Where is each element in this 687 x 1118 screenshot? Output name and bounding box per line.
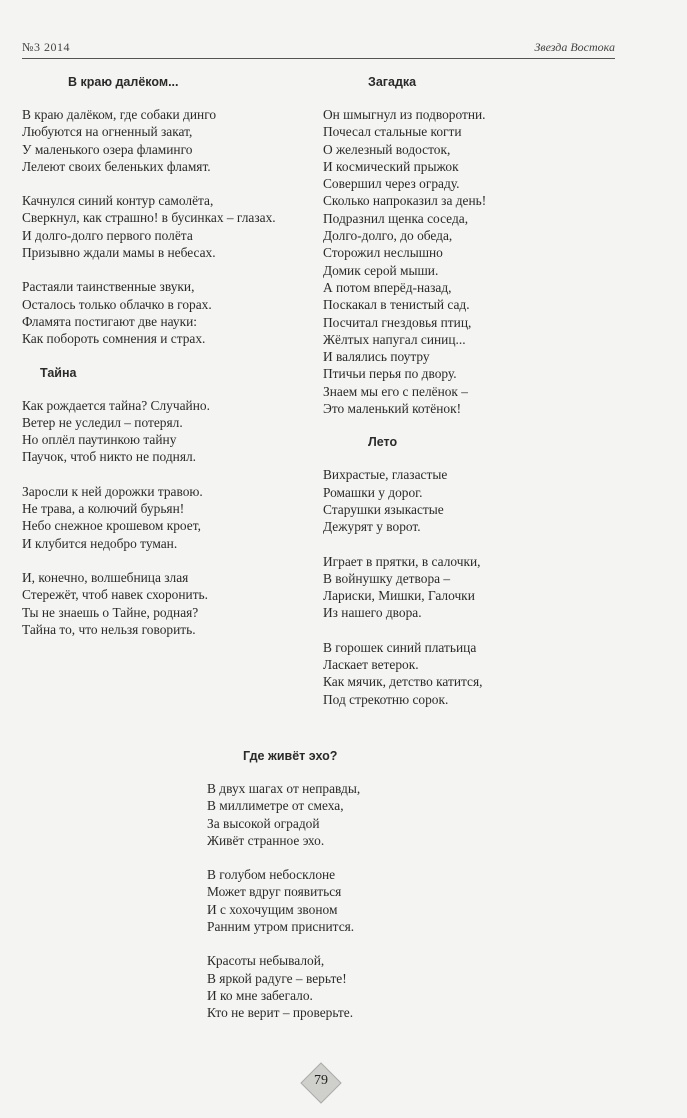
verse-line: Может вдруг появиться — [207, 884, 342, 900]
verse-line: Как побороть сомнения и страх. — [22, 331, 206, 347]
verse-line: Посчитал гнездовья птиц, — [323, 314, 472, 330]
verse-line: Красоты небывалой, — [207, 953, 325, 969]
verse-line: У маленького озера фламинго — [22, 141, 193, 157]
stanza — [207, 780, 467, 849]
verse-line: Поскакал в тенистый сад. — [323, 297, 470, 313]
verse-line: Заросли к ней дорожки травою. — [22, 483, 203, 499]
verse-line: В яркой радуге – верьте! — [207, 970, 347, 986]
verse-line: Знаем мы его с пелёнок – — [323, 383, 468, 399]
verse-line: За высокой оградой — [207, 815, 320, 831]
stanza — [323, 106, 623, 417]
verse-line: Небо снежное крошевом кроет, — [22, 518, 201, 534]
issue-number: №3 2014 — [22, 40, 70, 54]
center-column — [207, 748, 467, 1039]
stanza — [22, 397, 322, 466]
verse-line: Подразнил щенка соседа, — [323, 210, 469, 226]
poem-title: Тайна — [40, 365, 77, 380]
verse-line: Птичьи перья по двору. — [323, 366, 457, 382]
verse-line: Он шмыгнул из подворотни. — [323, 107, 486, 122]
poem-body — [207, 780, 467, 1022]
poem-title: Загадка — [368, 75, 417, 89]
verse-line: Живёт странное эхо. — [207, 832, 325, 848]
verse-line: И долго-долго первого полёта — [22, 227, 193, 243]
page-number: 79 — [314, 1073, 328, 1088]
verse-line: Как мячик, детство катится, — [323, 674, 483, 690]
verse-line: Ласкает ветерок. — [323, 657, 419, 673]
stanza — [22, 569, 322, 638]
verse-line: Лариски, Мишки, Галочки — [323, 588, 475, 604]
stanza — [22, 483, 322, 552]
verse-line: Это маленький котёнок! — [323, 401, 462, 417]
verse-line: И, конечно, волшебница злая — [22, 569, 189, 585]
verse-line: И клубится недобро туман. — [22, 535, 178, 551]
verse-line: Кто не верит – проверьте. — [207, 1005, 354, 1021]
verse-line: Вихрастые, глазастые — [323, 467, 448, 483]
verse-line: Лелеют своих беленьких фламят. — [22, 158, 211, 174]
verse-line: Но оплёл паутинкою тайну — [22, 432, 177, 448]
verse-line: В миллиметре от смеха, — [207, 798, 344, 814]
verse-line: А потом вперёд-назад, — [323, 279, 452, 295]
verse-line: В войнушку детвора – — [323, 570, 451, 586]
verse-line: Почесал стальные когти — [323, 124, 462, 140]
verse-line: Ранним утром приснится. — [207, 919, 355, 935]
poem-body — [22, 106, 322, 348]
poem-body — [323, 106, 623, 417]
stanza — [22, 192, 322, 261]
verse-line: В краю далёком, где собаки динго — [22, 107, 217, 122]
right-column — [323, 74, 623, 725]
stanza — [323, 639, 623, 708]
verse-line: Под стрекотню сорок. — [323, 691, 449, 707]
verse-line: Сторожил неслышно — [323, 245, 443, 261]
verse-line: В голубом небосклоне — [207, 867, 336, 883]
verse-line: И с хохочущим звоном — [207, 901, 338, 917]
verse-line: Качнулся синий контур самолёта, — [22, 193, 214, 209]
verse-line: Ты не знаешь о Тайне, родная? — [22, 604, 199, 620]
verse-line: Растаяли таинственные звуки, — [22, 279, 195, 295]
poem-title: Лето — [368, 435, 398, 450]
stanza — [207, 952, 467, 1021]
stanza — [323, 553, 623, 622]
stanza — [207, 866, 467, 935]
verse-line: Ромашки у дорог. — [323, 484, 423, 500]
stanza — [323, 466, 623, 535]
stanza — [22, 278, 322, 347]
verse-line: В горошек синий платьица — [323, 639, 477, 655]
verse-line: Ветер не уследил – потерял. — [22, 414, 183, 430]
left-column — [22, 74, 322, 655]
verse-line: Домик серой мыши. — [323, 262, 439, 278]
verse-line: Дежурят у ворот. — [323, 519, 421, 535]
verse-line: И ко мне забегало. — [207, 987, 313, 1003]
verse-line: Стережёт, чтоб навек схоронить. — [22, 587, 209, 603]
poem-title: Где живёт эхо? — [243, 749, 338, 763]
verse-line: Фламята постигают две науки: — [22, 313, 197, 329]
verse-line: Совершил через ограду. — [323, 176, 460, 192]
poem-body — [323, 466, 623, 708]
verse-line: И валялись поутру — [323, 349, 430, 365]
verse-line: Жёлтых напугал синиц... — [323, 331, 466, 347]
verse-line: Старушки языкастые — [323, 501, 444, 517]
stanza — [22, 106, 322, 175]
journal-title: Звезда Востока — [534, 40, 615, 54]
verse-line: Паучок, чтоб никто не поднял. — [22, 449, 197, 465]
verse-line: Осталось только облачко в горах. — [22, 296, 212, 312]
verse-line: Сколько напроказил за день! — [323, 193, 487, 209]
verse-line: Долго-долго, до обеда, — [323, 228, 453, 244]
poem-title: В краю далёком... — [68, 75, 179, 89]
verse-line: И космический прыжок — [323, 158, 459, 174]
verse-line: О железный водосток, — [323, 141, 451, 157]
page-number-badge — [300, 1062, 342, 1104]
poem-body — [22, 397, 322, 639]
verse-line: Призывно ждали мамы в небесах. — [22, 245, 216, 261]
verse-line: Из нашего двора. — [323, 605, 422, 621]
verse-line: Любуются на огненный закат, — [22, 124, 193, 140]
verse-line: В двух шагах от неправды, — [207, 781, 361, 796]
verse-line: Не трава, а колючий бурьян! — [22, 501, 185, 517]
verse-line: Тайна то, что нельзя говорить. — [22, 621, 196, 637]
verse-line: Сверкнул, как страшно! в бусинках – глазах. — [22, 210, 276, 226]
verse-line: Играет в прятки, в салочки, — [323, 553, 481, 569]
verse-line: Как рождается тайна? Случайно. — [22, 397, 210, 413]
running-header — [22, 40, 615, 59]
